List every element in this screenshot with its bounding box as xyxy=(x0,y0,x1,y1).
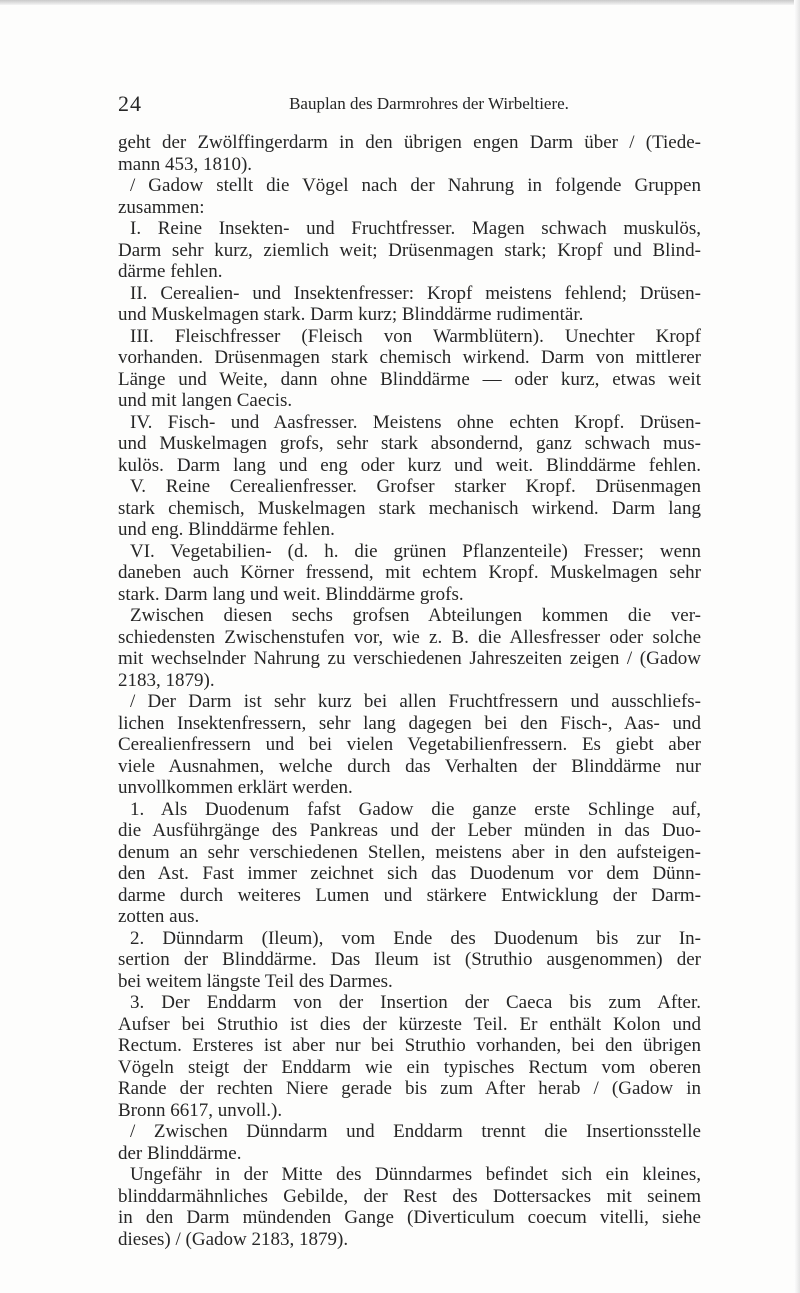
text-line: zotten aus. xyxy=(118,906,200,927)
page-number: 24 xyxy=(118,91,142,116)
text-line: und eng. Blinddärme fehlen. xyxy=(118,519,335,540)
text-line: Zwischen diesen sechs grofsen Abteilungen kommen die ver- xyxy=(130,605,701,626)
text-line: die Ausführgänge des Pankreas und der Leber münden in das Duo- xyxy=(118,820,701,841)
text-line: Ungefähr in der Mitte des Dünndarmes befindet sich ein kleines, xyxy=(130,1164,701,1185)
text-line: 3. Der Enddarm von der Insertion der Caeca bis zum After. xyxy=(130,992,701,1013)
text-line: sertion der Blinddärme. Das Ileum ist (Struthio ausgenommen) der xyxy=(118,949,701,970)
text-line: därme fehlen. xyxy=(118,261,223,282)
text-line: 1. Als Duodenum fafst Gadow die ganze erste Schlinge auf, xyxy=(130,798,701,820)
text-line: IV. Fisch- und Aasfresser. Meistens ohne echten Kropf. Drüsen- xyxy=(130,411,701,433)
text-line: zusammen: xyxy=(118,196,205,218)
running-header xyxy=(118,91,718,121)
text-line: mann 453, 1810). xyxy=(118,153,253,175)
text-line: der Blinddärme. xyxy=(118,1142,242,1164)
text-line: darme durch weiteres Lumen und stärkere Entwicklung der Darm- xyxy=(118,884,701,906)
text-line: / Der Darm ist sehr kurz bei allen Fruchtfressern und ausschliefs- xyxy=(130,691,701,712)
text-line: unvollkommen erklärt werden. xyxy=(118,777,353,798)
text-line: stark. Darm lang und weit. Blinddärme grofs. xyxy=(118,583,464,605)
text-line: Rande der rechten Niere gerade bis zum After herab / (Gadow in xyxy=(118,1078,701,1099)
text-line: bei weitem längste Teil des Darmes. xyxy=(118,970,393,992)
text-line: dieses) / (Gadow 2183, 1879). xyxy=(118,1228,349,1250)
text-line: schiedensten Zwischenstufen vor, wie z. B. die Allesfresser oder solche xyxy=(118,626,701,648)
text-line: vorhanden. Drüsenmagen stark chemisch wirkend. Darm von mittlerer xyxy=(118,347,701,368)
text-line: / Gadow stellt die Vögel nach der Nahrung in folgende Gruppen xyxy=(130,175,701,196)
page-right-edge xyxy=(794,0,800,1293)
text-line: und Muskelmagen grofs, sehr stark absondernd, ganz schwach mus- xyxy=(118,433,701,454)
text-line: und mit langen Caecis. xyxy=(118,390,293,411)
text-line: denum an sehr verschiedenen Stellen, meistens aber in den aufsteigen- xyxy=(118,841,701,863)
text-line: III. Fleischfresser (Fleisch von Warmblütern). Unechter Kropf xyxy=(130,325,701,347)
text-line: / Zwischen Dünndarm und Enddarm trennt die Insertionsstelle xyxy=(130,1121,701,1142)
text-line: 2. Dünndarm (Ileum), vom Ende des Duodenum bis zur In- xyxy=(130,927,701,949)
text-line: kulös. Darm lang und eng oder kurz und weit. Blinddärme fehlen. xyxy=(118,454,701,476)
running-title: Bauplan des Darmrohres der Wirbeltiere. xyxy=(289,94,569,113)
text-line: und Muskelmagen stark. Darm kurz; Blinddärme rudimentär. xyxy=(118,304,584,325)
text-line: in den Darm mündenden Gange (Diverticulum coecum vitelli, siehe xyxy=(118,1207,701,1228)
text-line: 2183, 1879). xyxy=(118,669,215,691)
text-line: Länge und Weite, dann ohne Blinddärme — oder kurz, etwas weit xyxy=(118,368,701,390)
text-line: den Ast. Fast immer zeichnet sich das Duodenum vor dem Dünn- xyxy=(118,863,701,884)
text-line: Bronn 6617, unvoll.). xyxy=(118,1099,283,1121)
text-line: VI. Vegetabilien- (d. h. die grünen Pflanzenteile) Fresser; wenn xyxy=(130,540,701,562)
body-text xyxy=(118,132,701,1250)
text-line: Darm sehr kurz, ziemlich weit; Drüsenmagen stark; Kropf und Blind- xyxy=(118,239,701,261)
text-line: geht der Zwölffingerdarm in den übrigen engen Darm über / (Tiede- xyxy=(118,132,701,153)
text-line: Aufser bei Struthio ist dies der kürzeste Teil. Er enthält Kolon und xyxy=(118,1013,701,1035)
text-line: II. Cerealien- und Insektenfresser: Kropf meistens fehlend; Drüsen- xyxy=(130,282,701,304)
text-line: Vögeln steigt der Enddarm wie ein typisches Rectum vom oberen xyxy=(118,1056,701,1078)
page-top-edge xyxy=(0,0,800,5)
text-line: stark chemisch, Muskelmagen stark mechanisch wirkend. Darm lang xyxy=(118,497,701,519)
text-line: I. Reine Insekten- und Fruchtfresser. Magen schwach muskulös, xyxy=(130,218,701,239)
text-line: mit wechselnder Nahrung zu verschiedenen Jahreszeiten zeigen / (Gadow xyxy=(118,648,701,669)
text-line: Cerealienfressern und bei vielen Vegetabilienfressern. Es giebt aber xyxy=(118,734,701,755)
text-line: Rectum. Ersteres ist aber nur bei Struthio vorhanden, bei den übrigen xyxy=(118,1035,701,1056)
text-line: V. Reine Cerealienfresser. Grofser starker Kropf. Drüsenmagen xyxy=(130,476,701,497)
text-line: blinddarmähnliches Gebilde, der Rest des Dottersackes mit seinem xyxy=(118,1185,701,1207)
text-line: viele Ausnahmen, welche durch das Verhalten der Blinddärme nur xyxy=(118,755,701,777)
text-line: lichen Insektenfressern, sehr lang dagegen bei den Fisch-, Aas- und xyxy=(118,712,701,734)
text-line: daneben auch Körner fressend, mit echtem Kropf. Muskelmagen sehr xyxy=(118,562,701,583)
